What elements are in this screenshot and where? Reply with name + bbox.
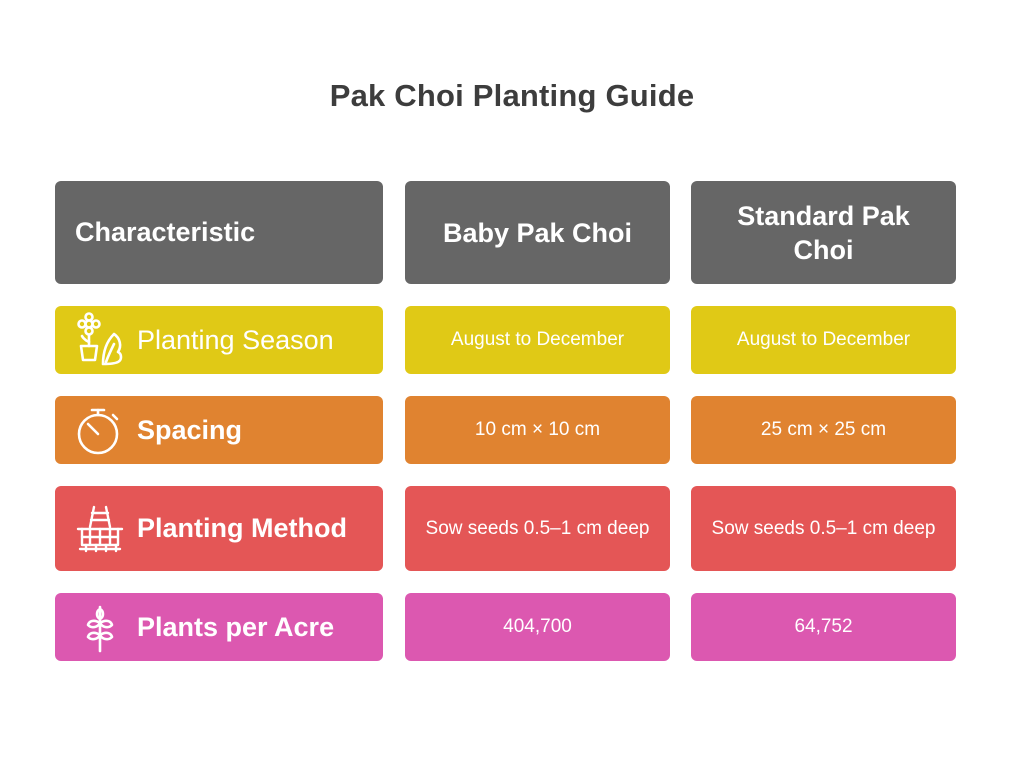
cell-baby-planting-method: Sow seeds 0.5–1 cm deep bbox=[405, 486, 670, 571]
stopwatch-icon bbox=[71, 401, 129, 459]
row-label-planting-method bbox=[55, 486, 383, 571]
row-label-spacing bbox=[55, 396, 383, 464]
row-label-text: Plants per Acre bbox=[137, 611, 335, 642]
header-standard-pak-choi: Standard Pak Choi bbox=[691, 181, 956, 284]
page-title: Pak Choi Planting Guide bbox=[329, 78, 695, 113]
row-label-text: Planting Season bbox=[137, 324, 334, 355]
row-label-text: Spacing bbox=[137, 414, 243, 445]
cell-standard-plants-per-acre: 64,752 bbox=[691, 593, 956, 661]
header-characteristic: Characteristic bbox=[55, 181, 383, 284]
wheat-sprout-icon bbox=[71, 598, 129, 656]
row-label-text: Planting Method bbox=[137, 513, 347, 543]
header-baby-pak-choi: Baby Pak Choi bbox=[405, 181, 670, 284]
cell-baby-plants-per-acre: 404,700 bbox=[405, 593, 670, 661]
cell-baby-spacing: 10 cm × 10 cm bbox=[405, 396, 670, 464]
row-label-planting-season bbox=[55, 306, 383, 374]
row-label-plants-per-acre bbox=[55, 593, 383, 661]
cell-baby-planting-season: August to December bbox=[405, 306, 670, 374]
cell-standard-spacing: 25 cm × 25 cm bbox=[691, 396, 956, 464]
cell-standard-planting-season: August to December bbox=[691, 306, 956, 374]
cell-standard-planting-method: Sow seeds 0.5–1 cm deep bbox=[691, 486, 956, 571]
flower-pot-icon bbox=[71, 311, 129, 369]
seed-drill-icon bbox=[71, 500, 129, 558]
